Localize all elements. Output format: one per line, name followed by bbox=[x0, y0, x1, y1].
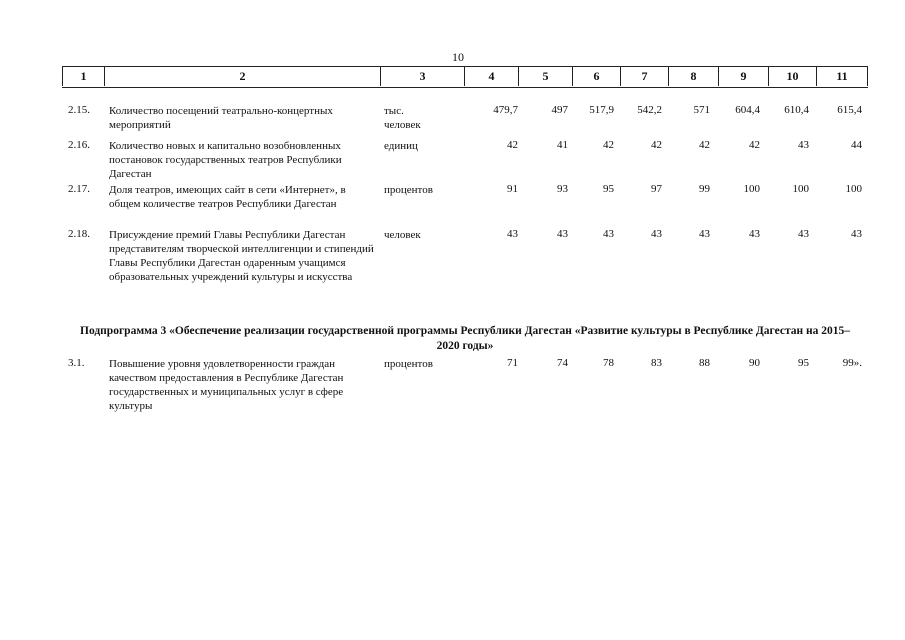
value-col-4: 43 bbox=[507, 228, 518, 240]
value-col-10: 43 bbox=[798, 228, 809, 240]
value-col-11: 615,4 bbox=[837, 104, 862, 116]
value-col-9: 90 bbox=[749, 357, 760, 369]
row-number: 2.18. bbox=[68, 228, 90, 240]
value-col-7: 542,2 bbox=[637, 104, 662, 116]
value-col-5: 497 bbox=[551, 104, 568, 116]
value-col-11: 100 bbox=[845, 183, 862, 195]
value-col-8: 42 bbox=[699, 139, 710, 151]
value-col-4: 91 bbox=[507, 183, 518, 195]
value-col-6: 78 bbox=[603, 357, 614, 369]
header-bottom-rule bbox=[62, 87, 868, 88]
unit-of-measure: единиц bbox=[384, 140, 418, 152]
indicator-name: Количество новых и капитально возобновленных постановок государственных театров Республики Дагестан bbox=[109, 140, 342, 180]
value-col-6: 43 bbox=[603, 228, 614, 240]
value-col-10: 95 bbox=[798, 357, 809, 369]
row-number: 3.1. bbox=[68, 357, 85, 369]
value-col-7: 43 bbox=[651, 228, 662, 240]
value-col-11: 99». bbox=[842, 357, 862, 369]
unit-of-measure: человек bbox=[384, 229, 421, 241]
value-col-8: 99 bbox=[699, 183, 710, 195]
value-col-5: 41 bbox=[557, 139, 568, 151]
header-col-4: 4 bbox=[464, 67, 518, 86]
header-col-6: 6 bbox=[572, 67, 620, 86]
value-col-11: 43 bbox=[851, 228, 862, 240]
header-col-11: 11 bbox=[816, 67, 868, 86]
value-col-6: 42 bbox=[603, 139, 614, 151]
header-col-3: 3 bbox=[380, 67, 464, 86]
value-col-9: 42 bbox=[749, 139, 760, 151]
value-col-5: 74 bbox=[557, 357, 568, 369]
header-col-7: 7 bbox=[620, 67, 668, 86]
value-col-9: 604,4 bbox=[735, 104, 760, 116]
value-col-5: 43 bbox=[557, 228, 568, 240]
header-col-8: 8 bbox=[668, 67, 718, 86]
value-col-7: 97 bbox=[651, 183, 662, 195]
value-col-8: 571 bbox=[693, 104, 710, 116]
indicator-name: Присуждение премий Главы Республики Дагестан представителям творческой интеллигенции и стипендий Главы Республики Дагестан одаренным учащимся образовательных учреждений культуры и искусства bbox=[109, 229, 374, 283]
row-number: 2.16. bbox=[68, 139, 90, 151]
row-number: 2.17. bbox=[68, 183, 90, 195]
page-number: 10 bbox=[452, 50, 464, 64]
value-col-7: 83 bbox=[651, 357, 662, 369]
value-col-9: 43 bbox=[749, 228, 760, 240]
indicator-name: Количество посещений театрально-концертных мероприятий bbox=[109, 105, 333, 131]
value-col-5: 93 bbox=[557, 183, 568, 195]
value-col-9: 100 bbox=[743, 183, 760, 195]
value-col-7: 42 bbox=[651, 139, 662, 151]
value-col-4: 71 bbox=[507, 357, 518, 369]
value-col-4: 479,7 bbox=[493, 104, 518, 116]
indicator-name: Доля театров, имеющих сайт в сети «Интернет», в общем количестве театров Республики Дагестан bbox=[109, 184, 346, 210]
header-col-5: 5 bbox=[518, 67, 572, 86]
value-col-10: 100 bbox=[792, 183, 809, 195]
unit-of-measure: процентов bbox=[384, 184, 433, 196]
header-col-9: 9 bbox=[718, 67, 768, 86]
value-col-10: 43 bbox=[798, 139, 809, 151]
value-col-11: 44 bbox=[851, 139, 862, 151]
value-col-8: 43 bbox=[699, 228, 710, 240]
subprogram-heading: Подпрограмма 3 «Обеспечение реализации государственной программы Республики Дагестан «Развитие культуры в Республике Дагестан на 2015–2020 годы» bbox=[80, 325, 850, 352]
row-number: 2.15. bbox=[68, 104, 90, 116]
header-col-10: 10 bbox=[768, 67, 816, 86]
indicator-name: Повышение уровня удовлетворенности граждан качеством предоставления в Республике Дагестан государственных и муниципальных услуг в сфере культуры bbox=[109, 358, 344, 412]
value-col-6: 95 bbox=[603, 183, 614, 195]
value-col-8: 88 bbox=[699, 357, 710, 369]
value-col-10: 610,4 bbox=[784, 104, 809, 116]
header-col-1: 1 bbox=[62, 67, 104, 86]
header-col-2: 2 bbox=[104, 67, 380, 86]
value-col-6: 517,9 bbox=[589, 104, 614, 116]
value-col-4: 42 bbox=[507, 139, 518, 151]
unit-of-measure: тыс. человек bbox=[384, 105, 421, 131]
unit-of-measure: процентов bbox=[384, 358, 433, 370]
